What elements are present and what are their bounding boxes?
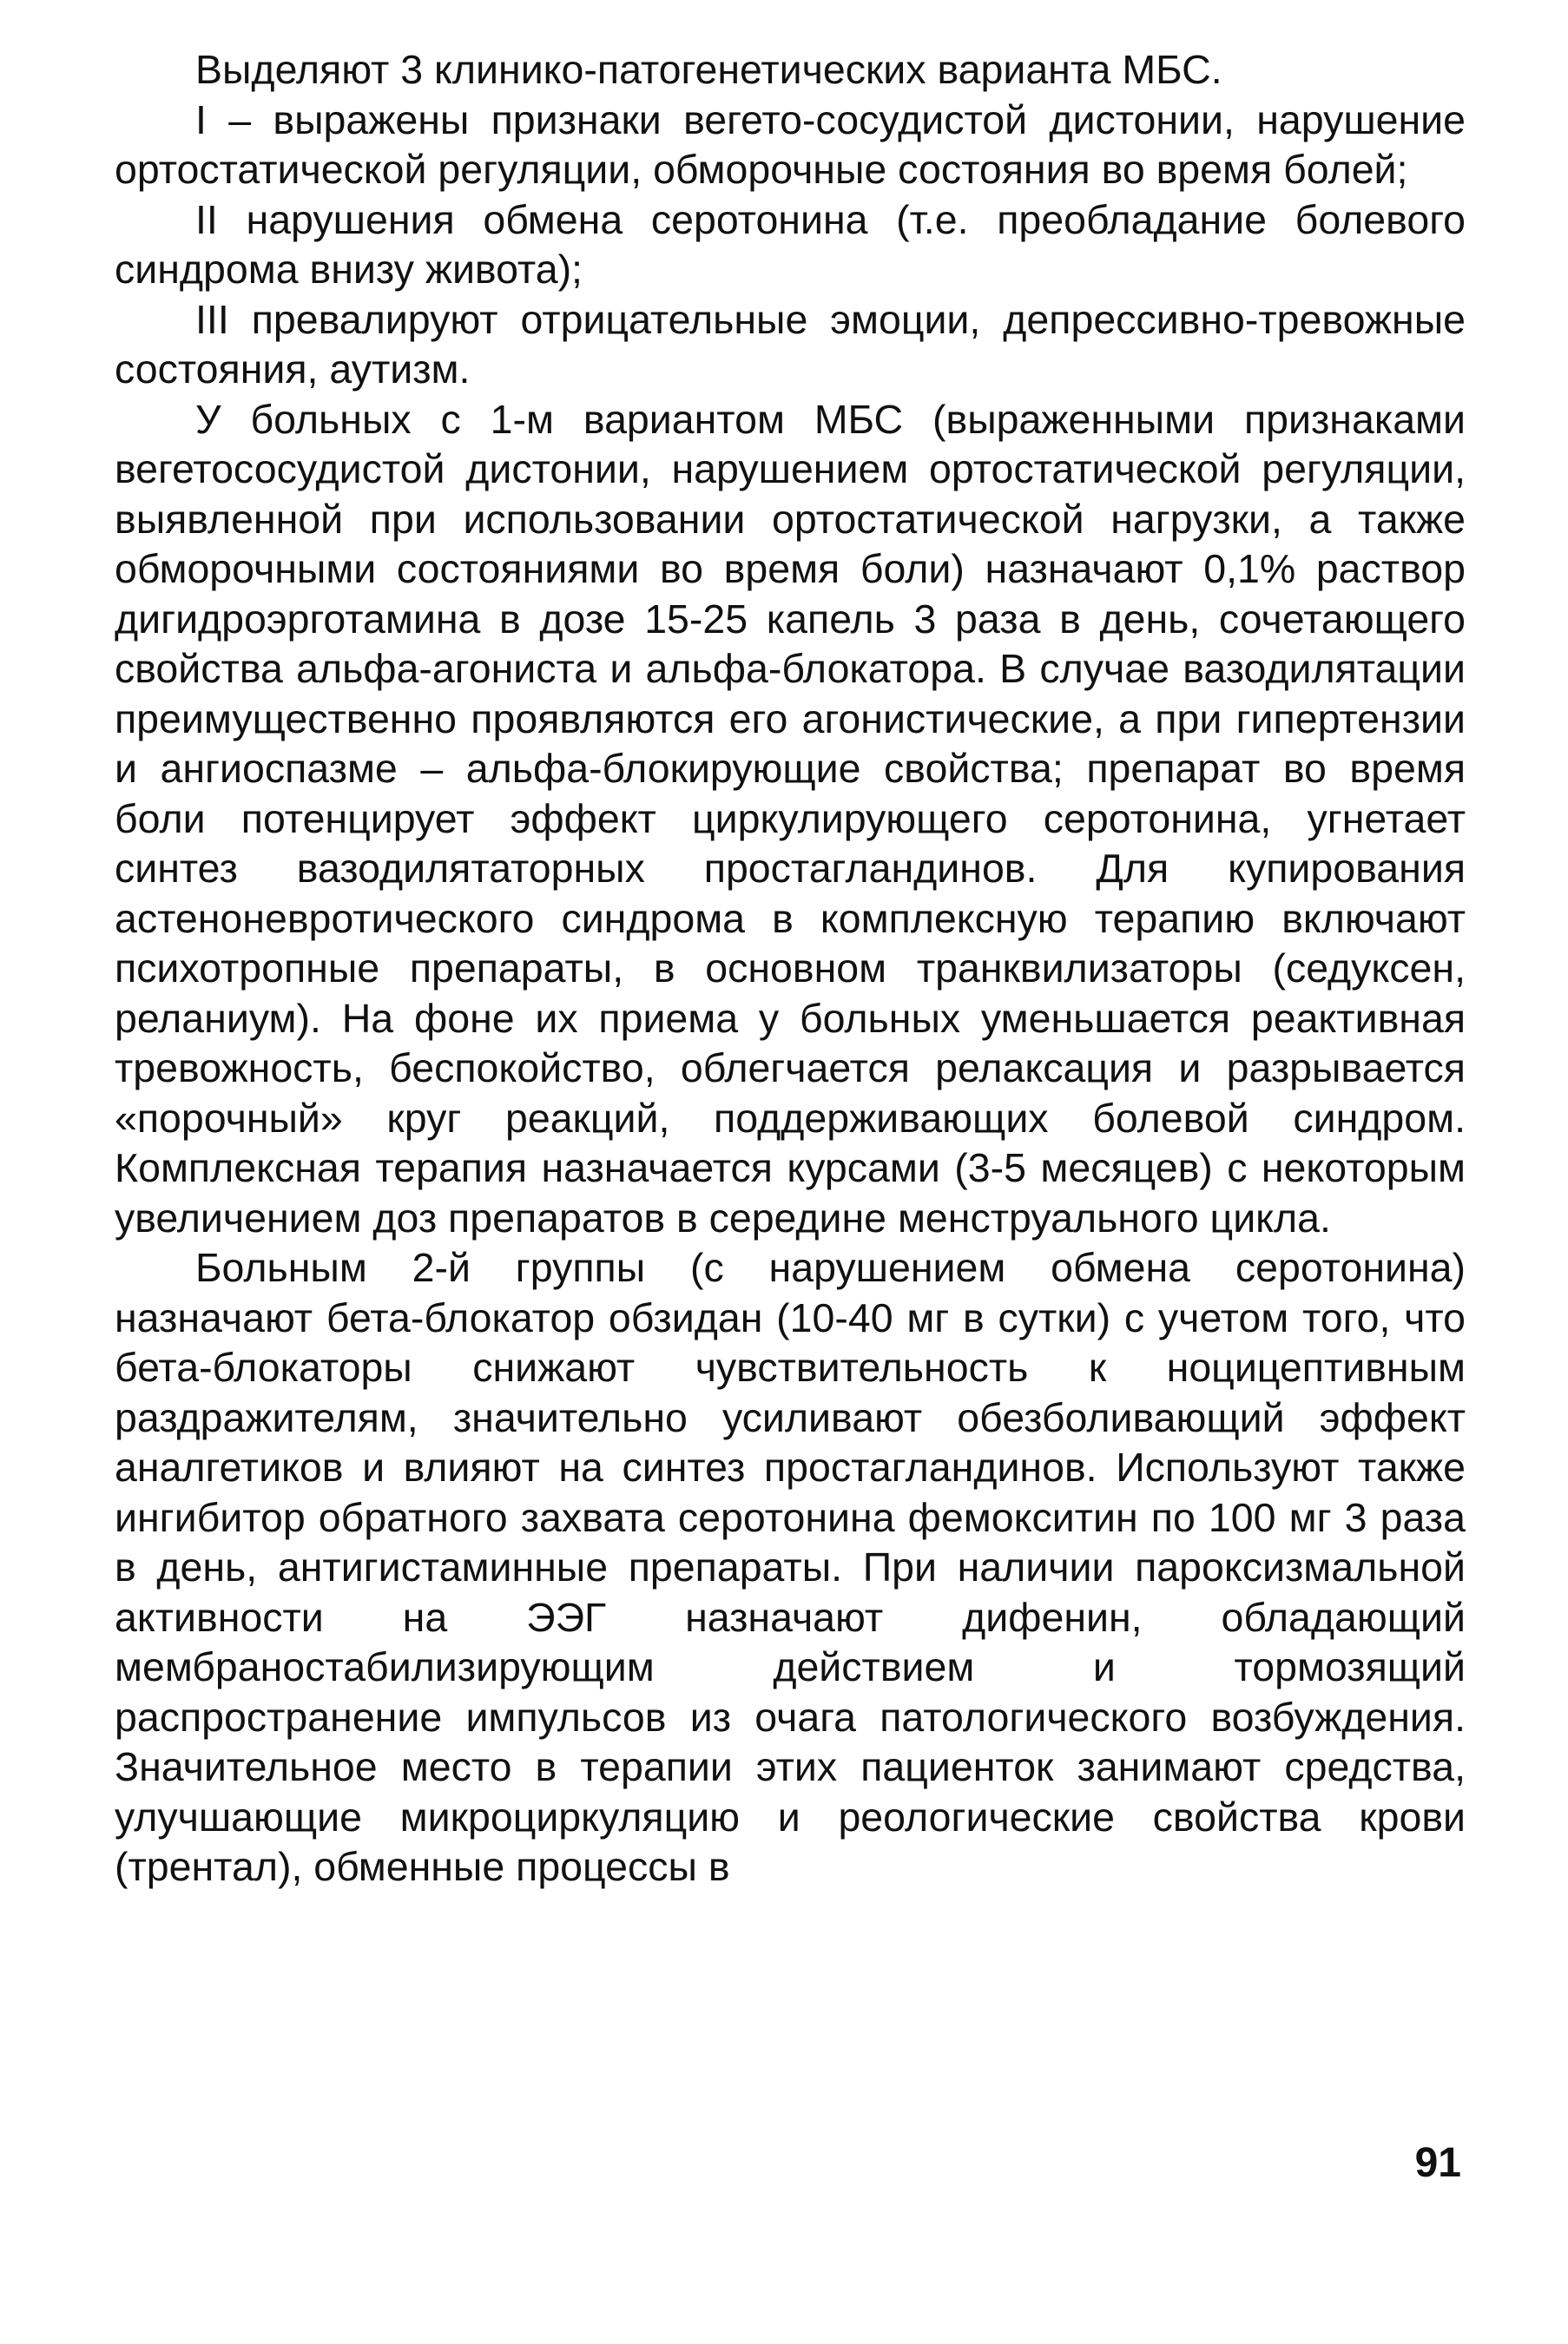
paragraph-intro: Выделяют 3 клинико-патогенетических варианта МБС. [195,47,1222,92]
paragraph-variant-3: III превалируют отрицательные эмоции, депрессивно-тревожные состояния, аутизм. [115,296,1466,392]
paragraph-treatment-group-1: У больных с 1-м вариантом МБС (выраженными признаками вегетососудистой дистонии, нарушением ортостатической регуляции, выявленной при использовании ортостатической нагрузки, а также обморочными состояниями во время боли) назначают 0,1% раствор дигидроэрготамина в дозе 15-25 капель 3 раза в день, сочетающего свойства альфа-агониста и альфа-блокатора. В случае вазодилятации преимущественно проявляются его агонистические, а при гипертензии и ангиоспазме – альфа-блокирующие свойства; препарат во время боли потенцирует эффект циркулирующего серотонина, угнетает синтез вазодилятаторных простагландинов. Для купирования астеноневротического синдрома в комплексную терапию включают психотропные препараты, в основном транквилизаторы (седуксен, реланиум). На фоне их приема у больных уменьшается реактивная тревожность, беспокойство, облегчается релаксация и разрывается «порочный» круг реакций, поддерживающих болевой синдром. Комплексная терапия назначается курсами (3-5 месяцев) с некоторым увеличением доз препаратов в середине менструального цикла. [115,396,1466,1241]
paragraph-variant-2: II нарушения обмена серотонина (т.е. преобладание болевого синдрома внизу живота); [115,196,1466,292]
body-text [115,45,1466,1893]
paragraph-variant-1: I – выражены признаки вегето-сосудистой дистонии, нарушение ортостатической регуляции, обморочные состояния во время болей; [115,96,1466,192]
page-number: 91 [1414,2140,1461,2186]
paragraph-treatment-group-2: Больным 2-й группы (с нарушением обмена серотонина) назначают бета-блокатор обзидан (10-40 мг в сутки) с учетом того, что бета-блокаторы снижают чувствительность к ноцицептивным раздражителям, значительно усиливают обезболивающий эффект аналгетиков и влияют на синтез простагландинов. Используют также ингибитор обратного захвата серотонина фемокситин по 100 мг 3 раза в день, антигистаминные препараты. При наличии пароксизмальной активности на ЭЭГ назначают дифенин, обладающий мембраностабилизирующим действием и тормозящий распространение импульсов из очага патологического возбуждения. Значительное место в терапии этих пациенток занимают средства, улучшающие микроциркуляцию и реологические свойства крови (трентал), обменные процессы в [115,1245,1466,1889]
